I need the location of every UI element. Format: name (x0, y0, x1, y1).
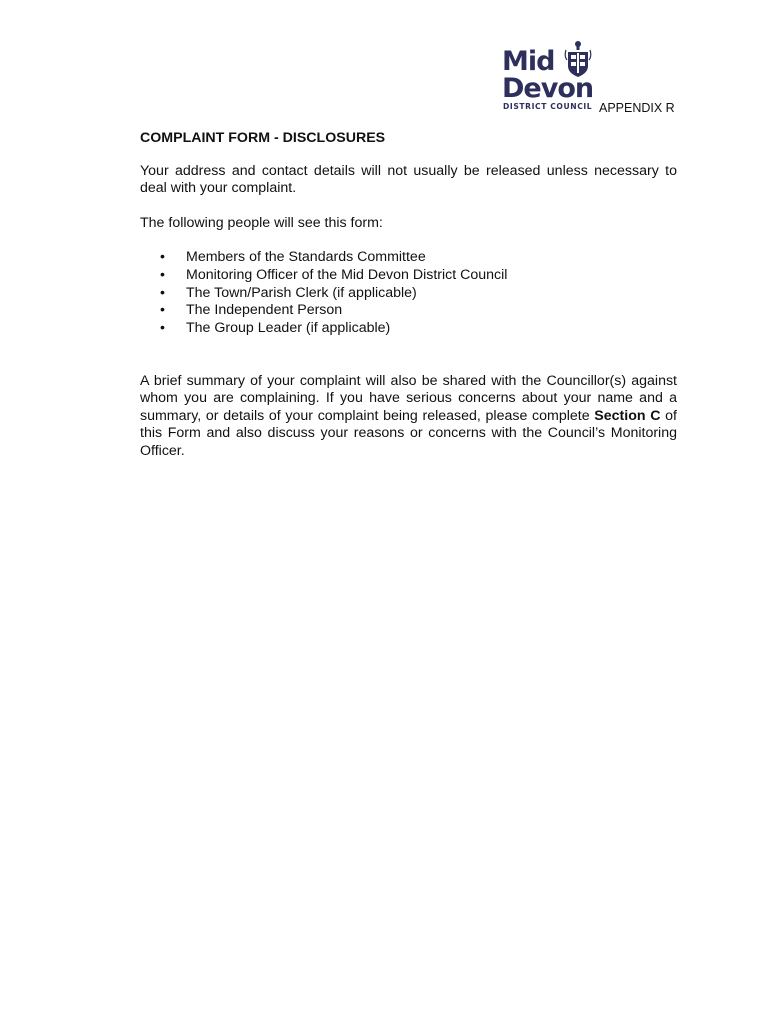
list-item (140, 320, 677, 338)
bullet-icon: • (160, 302, 165, 319)
contact-details-paragraph: Your address and contact details will not usually be released unless necessary to deal with your complaint. (140, 162, 677, 196)
list-item-label: The Town/Parish Clerk (if applicable) (186, 284, 417, 301)
list-item-label: Monitoring Officer of the Mid Devon District Council (186, 266, 508, 283)
list-item-label: Members of the Standards Committee (186, 249, 426, 265)
mid-devon-logo (502, 40, 602, 112)
page-title: COMPLAINT FORM - DISCLOSURES (140, 130, 386, 146)
bullet-icon: • (160, 249, 165, 265)
document-body (140, 130, 677, 477)
list-item-label: The Group Leader (if applicable) (186, 320, 391, 337)
list-item (140, 302, 677, 320)
appendix-label: APPENDIX R (599, 101, 675, 115)
summary-text-end: of this Form and also discuss your reasons or concerns with the Council’s Monitoring Officer. (140, 407, 678, 459)
list-item (140, 285, 677, 303)
list-item (140, 267, 677, 285)
list-item (140, 249, 677, 267)
summary-sharing-paragraph (140, 373, 677, 461)
people-list (140, 249, 677, 338)
list-item-label: The Independent Person (186, 302, 343, 319)
logo-text-mid: Mid (502, 46, 555, 77)
bullet-icon: • (160, 284, 165, 301)
summary-text-start: A brief summary of your complaint will also be shared with the Councillor(s) against whom you are complaining. If you have serious concerns about your name and a summary, or details of your complaint being released, please complete (140, 372, 677, 424)
logo-text-devon: Devon (502, 73, 594, 104)
bullet-icon: • (160, 320, 165, 337)
bullet-icon: • (160, 266, 165, 283)
logo-text-district-council: DISTRICT COUNCIL (503, 102, 593, 111)
people-intro-paragraph: The following people will see this form: (140, 214, 383, 231)
section-c-reference: Section C (594, 407, 661, 424)
